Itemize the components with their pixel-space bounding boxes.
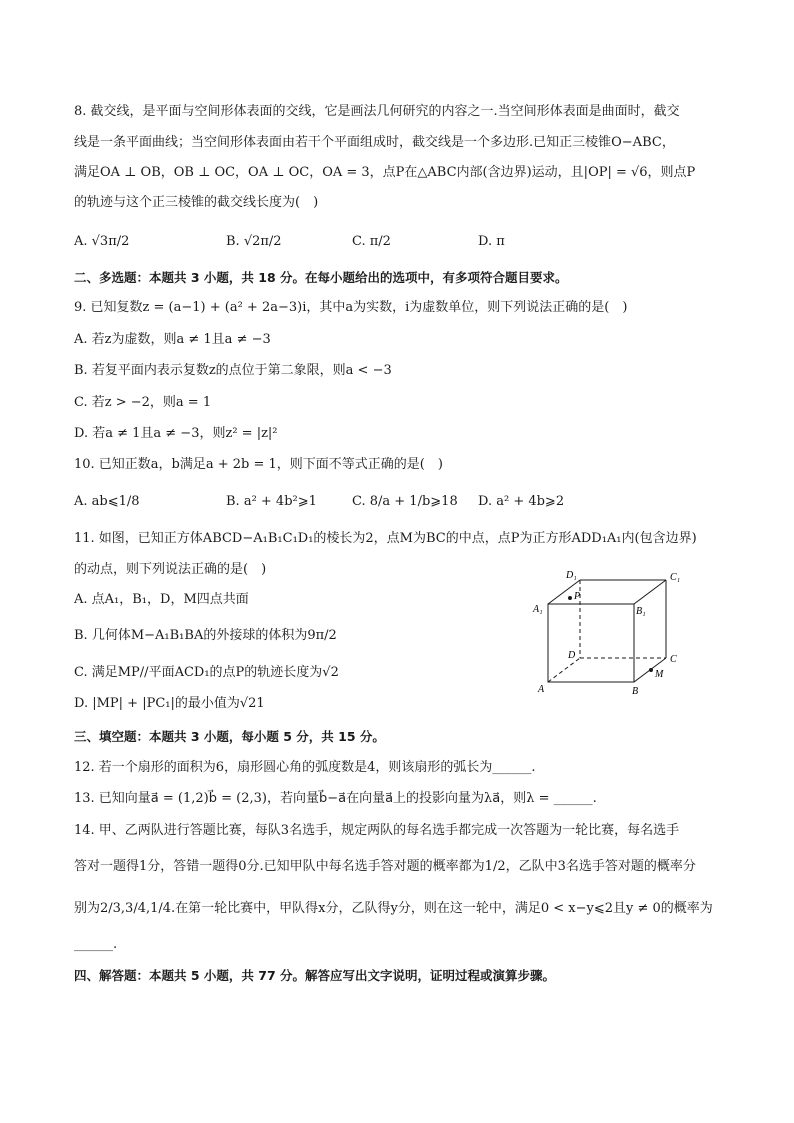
q11-option-a: A. 点A₁，B₁，D，M四点共面 [74,592,249,607]
label-a: A [538,684,545,695]
q9-option-d: D. 若a ≠ 1且a ≠ −3，则z² = |z|² [74,426,278,441]
q11-line-2: 的动点，则下列说法正确的是( ) [74,562,267,577]
q9-stem: 9. 已知复数z = (a−1) + (a² + 2a−3)i，其中a为实数，i为虚数单位，则下列说法正确的是( ) [74,300,628,315]
q11-option-d: D. |MP| + |PC₁|的最小值为√21 [74,696,265,711]
q10-option-c: C. 8/a + 1/b⩾18 [352,494,458,509]
label-b1: B₁ [636,606,646,617]
section-3-heading: 三、填空题：本题共 3 小题，每小题 5 分，共 15 分。 [74,729,385,744]
label-c: C [670,654,677,665]
label-b: B [632,686,639,697]
label-a1: A₁ [533,604,543,615]
q10-option-a: A. ab⩽1/8 [74,494,140,509]
label-m: M [655,669,664,680]
q8-line-3: 满足OA ⊥ OB，OB ⊥ OC，OA ⊥ OC，OA = 3，点P在△ABC内部(含边界)运动，且|OP| = √6，则点P [74,165,696,180]
q14-line-3: 别为2/3,3/4,1/4.在第一轮比赛中，甲队得x分，乙队得y分，则在这一轮中，满足0 < x−y⩽2且y ≠ 0的概率为 [74,901,713,916]
front-face [548,604,634,682]
q11-line-1: 11. 如图，已知正方体ABCD−A₁B₁C₁D₁的棱长为2，点M为BC的中点，点P为正方形ADD₁A₁内(包含边界) [74,531,697,546]
q12-text: 12. 若一个扇形的面积为6，扇形圆心角的弧度数是4，则该扇形的弧长为______. [74,760,536,775]
section-2-heading: 二、多选题：本题共 3 小题，共 18 分。在每小题给出的选项中，有多项符合题目要求。 [74,270,568,285]
q8-option-d: D. π [478,234,505,249]
q9-option-a: A. 若z为虚数，则a ≠ 1且a ≠ −3 [74,332,271,347]
q8-option-c: C. π/2 [352,234,391,249]
q10-option-d: D. a² + 4b⩾2 [478,494,565,509]
q8-option-b: B. √2π/2 [226,234,282,249]
section-4-heading: 四、解答题：本题共 5 小题，共 77 分。解答应写出文字说明，证明过程或演算步骤。 [74,968,556,983]
q14-line-2: 答对一题得1分，答错一题得0分.已知甲队中每名选手答对题的概率都为1/2，乙队中3名选手答对题的概率分 [74,859,696,874]
label-d: D [568,650,576,661]
point-m [649,668,653,672]
edge-b1-c1 [634,580,666,604]
point-p [568,596,572,600]
q13-text: 13. 已知向量a⃗ = (1,2)b⃗ = (2,3)，若向量b⃗−a⃗在向量a⃗上的投影向量为λa⃗，则λ = ______. [74,791,597,806]
q10-stem: 10. 已知正数a，b满足a + 2b = 1，则下面不等式正确的是( ) [74,457,443,472]
label-c1: C₁ [670,572,680,583]
q8-line-2: 线是一条平面曲线；当空间形体表面由若干个平面组成时，截交线是一个多边形.已知正三棱锥O−ABC， [74,135,675,150]
q8-line-4: 的轨迹与这个正三棱锥的截交线长度为( ) [74,195,319,210]
label-p: P [574,591,581,602]
q9-option-b: B. 若复平面内表示复数z的点位于第二象限，则a < −3 [74,363,392,378]
q8-line-1: 8. 截交线，是平面与空间形体表面的交线，它是画法几何研究的内容之一.当空间形体表面是曲面时，截交 [74,104,680,119]
edge-a-d [548,658,580,682]
q8-option-a: A. √3π/2 [74,234,130,249]
cube-figure [530,566,680,706]
q14-line-4: ______. [74,937,118,952]
q9-option-c: C. 若z > −2，则a = 1 [74,395,212,410]
q10-option-b: B. a² + 4b²⩾1 [226,494,317,509]
label-d1: D₁ [566,570,577,581]
q11-option-b: B. 几何体M−A₁B₁BA的外接球的体积为9π/2 [74,628,337,643]
q11-option-c: C. 满足MP//平面ACD₁的点P的轨迹长度为√2 [74,665,339,680]
q14-line-1: 14. 甲、乙两队进行答题比赛，每队3名选手，规定两队的每名选手都完成一次答题为一轮比赛，每名选手 [74,823,680,838]
